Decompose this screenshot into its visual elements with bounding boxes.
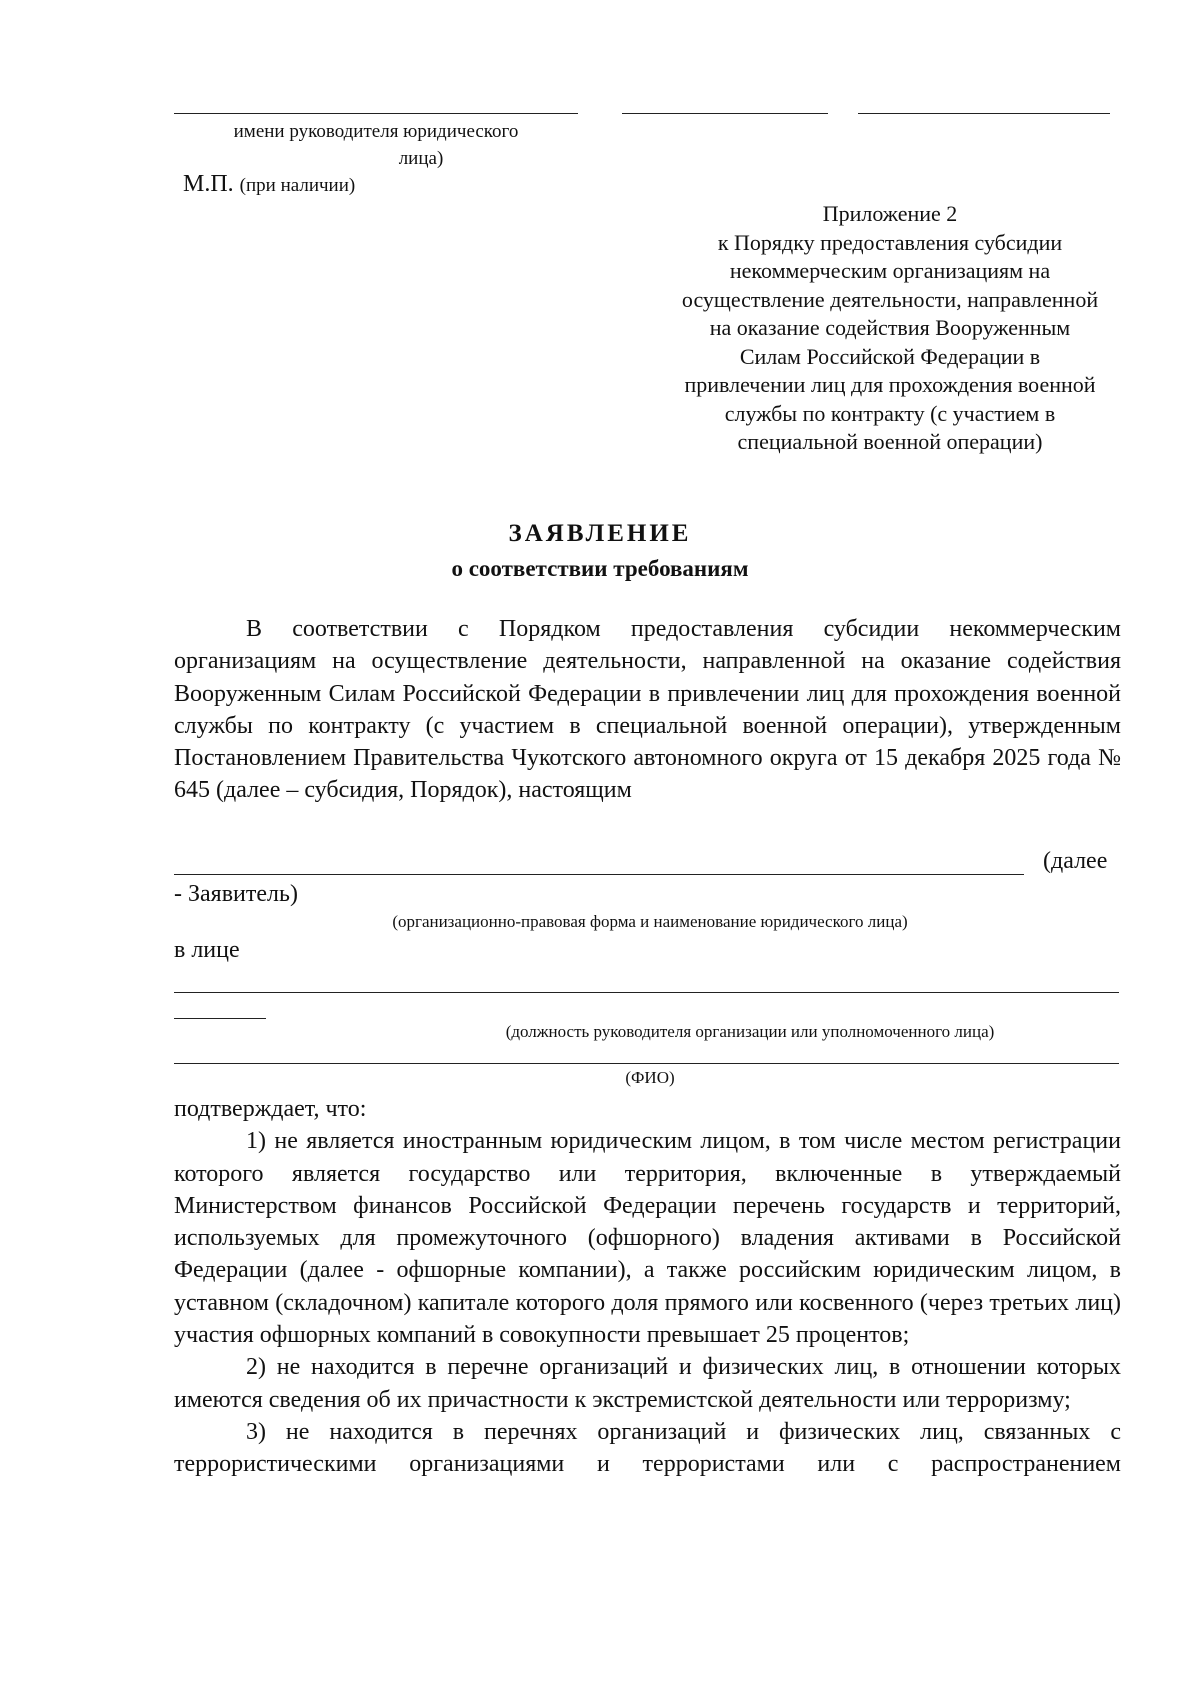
fio-line: [174, 1063, 1119, 1064]
item-2: 2) не находится в перечне организаций и физических лиц, в отношении которых имеются сведения об их причастности к экстремистской деятельности или терроризму;: [174, 1354, 1121, 1413]
applicant-name-line: [174, 874, 1024, 875]
confirms-text: подтверждает, что:: [174, 1096, 367, 1122]
intro-text: В соответствии с Порядком предоставления субсидии некоммерческим организациям на осуществление деятельности, направленной на оказание содействия Вооруженным Силам Российской Федерации в привлечении лиц для прохождения военной службы по контракту (с участием в специальной военной операции), утвержденным Постановлением Правительства Чукотского автономного округа от 15 декабря 2025 года № 645 (далее – субсидия, Порядок), настоящим: [174, 616, 1121, 804]
appendix-line: специальной военной операции): [737, 429, 1043, 454]
seal-label-text: М.П.: [183, 171, 234, 197]
appendix-line: Приложение 2: [822, 201, 958, 226]
fio-caption: (ФИО): [625, 1068, 675, 1087]
position-line: [174, 992, 1119, 993]
signature-sign-line: [622, 113, 828, 114]
applicant-text: - Заявитель): [174, 881, 298, 907]
appendix-line: Силам Российской Федерации в: [739, 343, 1041, 369]
intro-paragraph: [174, 613, 1121, 807]
position-caption: (должность руководителя организации или уполномоченного лица): [505, 1022, 995, 1041]
signature-name-caption-line2: лица): [398, 148, 444, 169]
appendix-line: привлечении лиц для прохождения военной: [684, 372, 1096, 397]
document-title: ЗАЯВЛЕНИЕ: [508, 520, 692, 547]
document-subtitle: о соответствии требованиям: [451, 556, 749, 581]
item-1: 1) не является иностранным юридическим лицом, в том числе местом регистрации которого является государство или территория, включенные в утверждаемый Министерством финансов Российской Федерации перечень государств и территорий, используемых для промежуточного (офшорного) владения активами в Российской Федерации (далее - офшорные компании), а также российским юридическим лицом, в уставном (складочном) капитале которого доля прямого или косвенного (через третьих лиц) участия офшорных компаний в совокупности превышает 25 процентов;: [174, 1128, 1121, 1349]
after-line-text: (далее: [1043, 848, 1108, 874]
appendix-line: на оказание содействия Вооруженным: [709, 315, 1071, 340]
signature-name-line: [174, 113, 578, 114]
position-line-continuation: [174, 1018, 266, 1019]
item-3: 3) не находится в перечнях организаций и физических лиц, связанных с террористическими организациями и террористами или с распространением: [174, 1418, 1121, 1478]
in-person-text: в лице: [174, 937, 240, 963]
appendix-line: службы по контракту (с участием в: [724, 400, 1056, 426]
appendix-header: [660, 200, 1120, 457]
seal-note: (при наличии): [239, 175, 356, 196]
appendix-line: к Порядку предоставления субсидии: [717, 229, 1063, 255]
signature-date-line: [858, 113, 1110, 114]
signature-name-caption-line1: имени руководителя юридического: [233, 121, 519, 142]
seal-label: [183, 171, 355, 198]
confirmation-list: [174, 1093, 1121, 1481]
signature-name-caption: [174, 118, 578, 172]
org-caption: (организационно-правовая форма и наименование юридического лица): [392, 912, 908, 931]
appendix-line: некоммерческим организациям на: [729, 258, 1051, 283]
appendix-line: осуществление деятельности, направленной: [681, 286, 1099, 312]
